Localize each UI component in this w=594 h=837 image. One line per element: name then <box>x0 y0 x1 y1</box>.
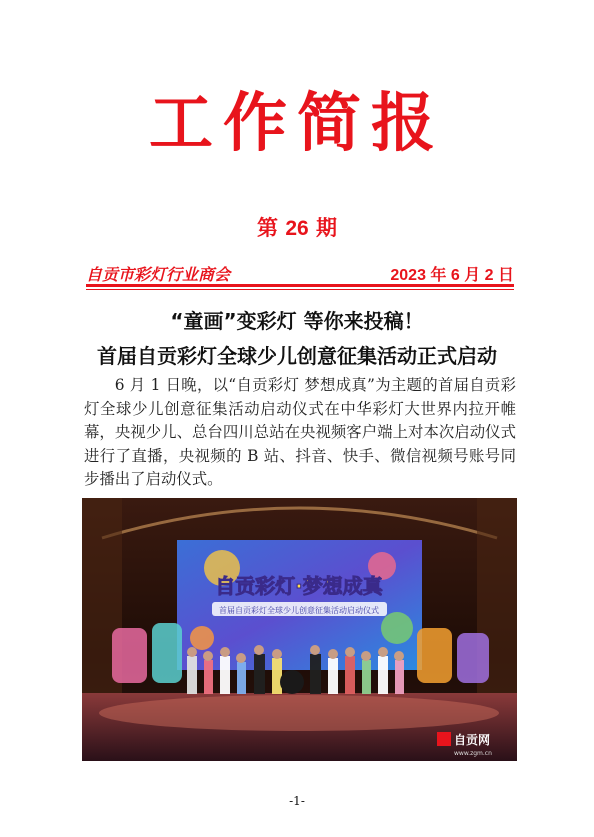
masthead-title: 工作简报 <box>149 86 445 161</box>
issue-num: 26 <box>285 217 309 240</box>
article-headline-main: “童画”变彩灯 等你来投稿！ <box>170 309 424 333</box>
issue-date: 2023 年 6 月 2 日 <box>390 267 514 284</box>
article-paragraph: 6 月 1 日晚，以“自贡彩灯 梦想成真”为主题的首届自贡彩灯全球少儿创意征集活动启动仪式在中华彩灯大世界内拉开帷幕，央视少儿、总台四川总站在央视频客户端上对本次启动仪式进行了直播，央视频的 B 站、抖音、快手、微信视频号账号同步播出了启动仪式。 <box>84 376 516 488</box>
page-number: -1- <box>289 794 305 808</box>
photo-watermark: 自贡网 <box>454 733 491 747</box>
issue-suffix: 期 <box>315 215 337 240</box>
photo-watermark-url: www.zgm.cn <box>454 750 492 757</box>
issue-prefix: 第 <box>257 215 278 240</box>
organization-name: 自贡市彩灯行业商会 <box>86 265 231 284</box>
issue-number <box>0 212 594 242</box>
article-body <box>84 374 516 492</box>
screen-subtitle-text: 首届自贡彩灯全球少儿创意征集活动启动仪式 <box>219 606 379 615</box>
article-headline-sub: 首届自贡彩灯全球少儿创意征集活动正式启动 <box>97 344 497 368</box>
header-rule-thick <box>86 284 514 287</box>
header-rule-thin <box>86 289 514 290</box>
header-line <box>86 262 514 286</box>
event-photo <box>82 498 517 761</box>
screen-title-text: 自贡彩灯·梦想成真 <box>215 574 383 598</box>
